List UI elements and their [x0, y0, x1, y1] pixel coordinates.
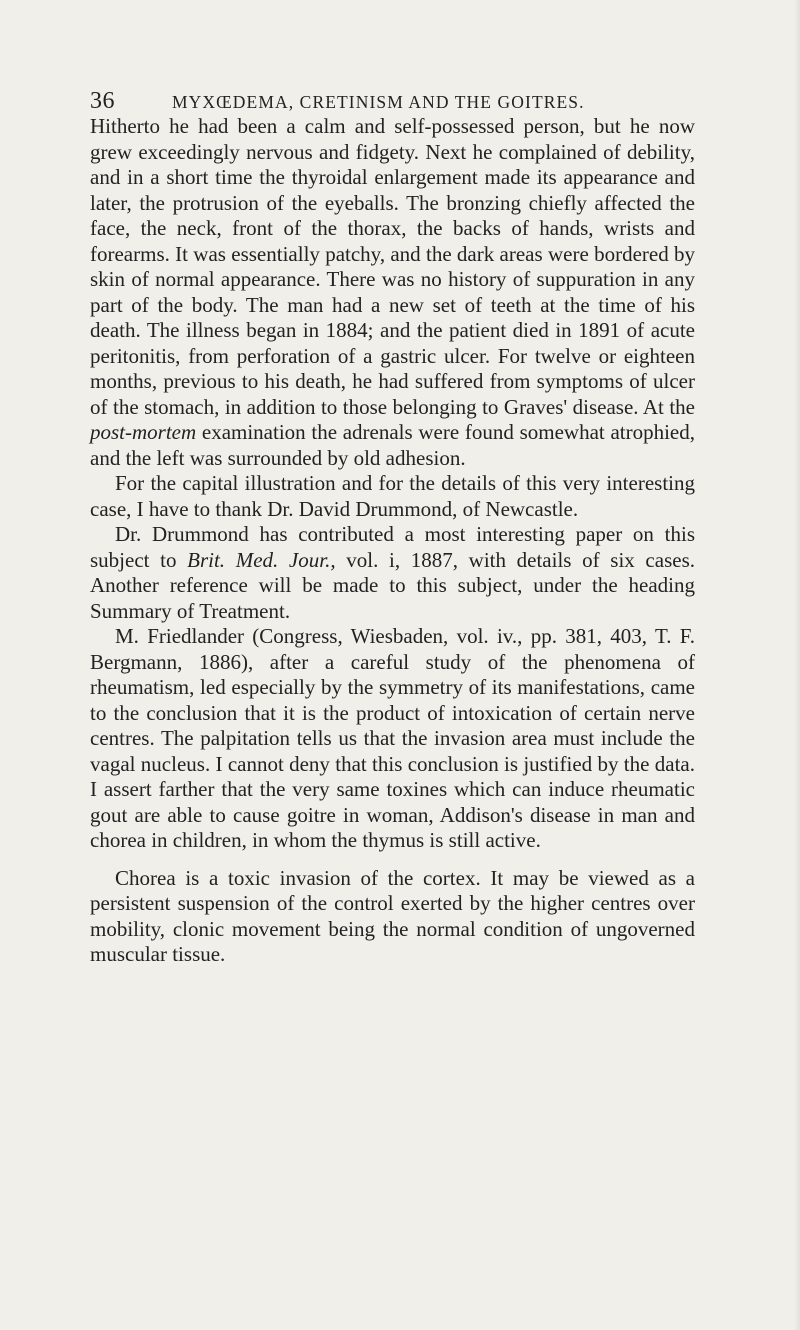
- paragraph-drummond-reference: [90, 522, 695, 624]
- paragraph-text: Hitherto he had been a calm and self-possessed person, but he now grew exceedingly nervous and fidgety. Next he complained of debility, and in a short time the thyroidal enlargement made its appearance and later, the protrusion of the eyeballs. The bronzing chiefly affected the face, the neck, front of the thorax, the backs of hands, wrists and forearms. It was essentially patchy, and the dark areas were bordered by skin of normal appearance. There was no history of suppuration in any part of the body. The man had a new set of teeth at the time of his death. The illness began in 1884; and the patient died in 1891 of acute peritonitis, from perforation of a gastric ulcer. For twelve or eighteen months, previous to his death, he had suffered from symptoms of ulcer of the stomach, in addition to those belonging to Graves' disease. At the: [90, 114, 695, 419]
- italic-term: post-mortem: [90, 420, 197, 444]
- page-number: 36: [90, 88, 115, 114]
- paragraph-case-history: [90, 114, 695, 471]
- body-text: [90, 114, 695, 968]
- paragraph-text: examination the adrenals were found somewhat atrophied, and the left was surrounded by old adhesion.: [90, 420, 695, 470]
- page-edge-shadow: [794, 0, 800, 1330]
- paragraph-chorea: Chorea is a toxic invasion of the cortex. It may be viewed as a persistent suspension of the control exerted by the higher centres over mobility, clonic movement being the normal condition of ungoverned muscular tissue.: [90, 865, 695, 966]
- paragraph-text: Dr. Drummond has contributed a most interesting paper on this subject to: [90, 522, 695, 572]
- paragraph-acknowledgement: For the capital illustration and for the details of this very interesting case, I have to thank Dr. David Drummond, of Newcastle.: [90, 471, 695, 521]
- paragraph-text: vol. i, 1887, with details of six cases. Another reference will be made to this subject, under the heading Summary of Treatment.: [90, 547, 695, 623]
- paragraph-friedlander: M. Friedlander (Congress, Wiesbaden, vol. iv., pp. 381, 403, T. F. Bergmann, 1886), after a careful study of the phenomena of rheumatism, led especially by the symmetry of its manifestations, came to the conclusion that it is the product of intoxication of certain nerve centres. The palpitation tells us that the invasion area must include the vagal nucleus. I cannot deny that this conclusion is justified by the data. I assert farther that the very same toxines which can induce rheumatic gout are able to cause goitre in woman, Addison's disease in man and chorea in children, in whom the thymus is still active.: [90, 624, 695, 852]
- running-title: MYXŒDEMA, CRETINISM AND THE GOITRES.: [172, 92, 585, 112]
- journal-title: Brit. Med. Jour.,: [187, 547, 336, 572]
